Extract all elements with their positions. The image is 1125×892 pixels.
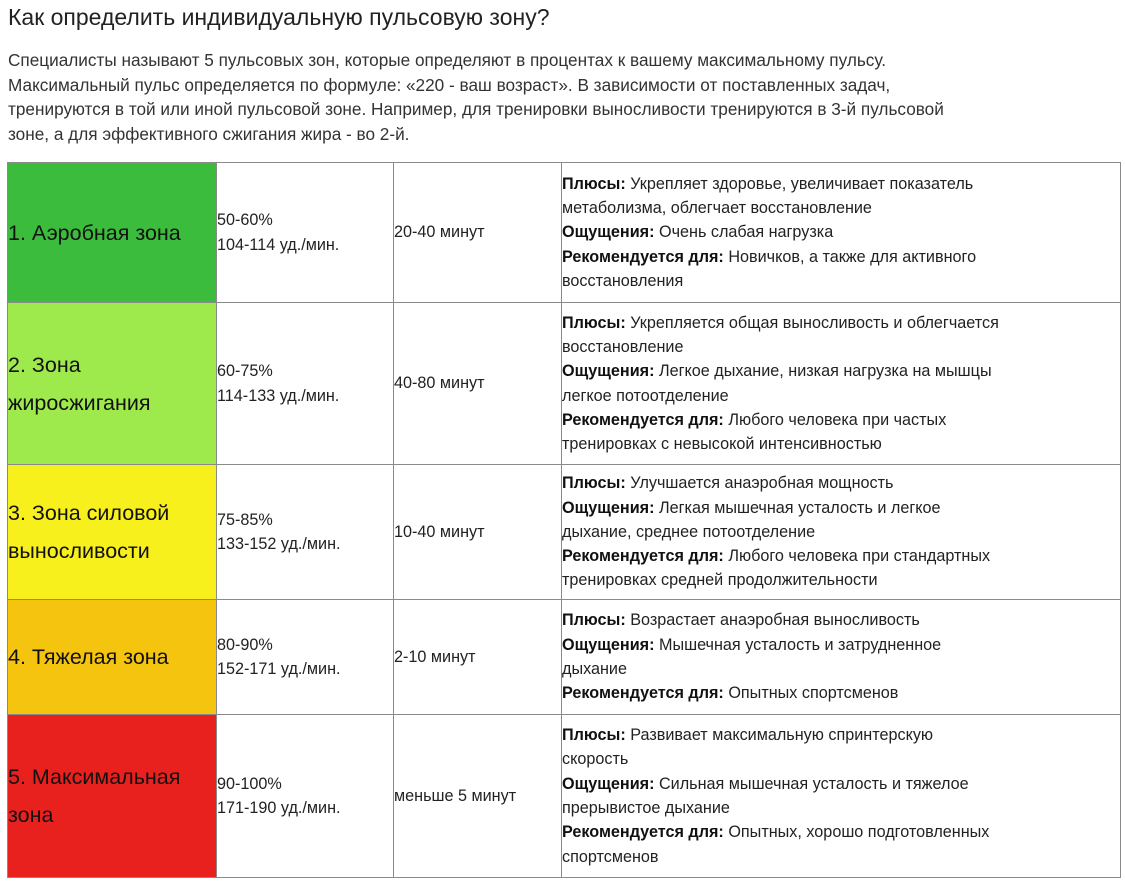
zone-pulse	[217, 163, 394, 303]
description-line	[562, 633, 1120, 657]
feel-label: Ощущения:	[562, 498, 655, 517]
description-text: Опытных, хорошо подготовленных	[728, 823, 990, 842]
zone-duration: 10-40 минут	[394, 465, 562, 600]
rec-label: Рекомендуется для:	[562, 247, 724, 266]
description-line	[562, 172, 1120, 196]
zone-name: 5. Максимальная зона	[8, 715, 217, 878]
description-line	[562, 471, 1120, 495]
description-line	[562, 820, 1120, 844]
description-line	[562, 520, 1120, 544]
description-text: Сильная мышечная усталость и тяжелое	[658, 774, 969, 793]
zone-row	[8, 465, 1121, 600]
intro-line: зоне, а для эффективного сжигания жира - во 2-й.	[8, 123, 410, 144]
intro-line: Специалисты называют 5 пульсовых зон, которые определяют в процентах к вашему максимальному пульсу.	[8, 50, 887, 70]
description-line	[562, 608, 1120, 632]
pulse-zones-table	[7, 162, 1121, 878]
description-line	[562, 796, 1120, 820]
zone-duration: 20-40 минут	[394, 163, 562, 303]
rec-label: Рекомендуется для:	[562, 823, 724, 842]
plus-label: Плюсы:	[562, 313, 626, 332]
zone-description	[562, 163, 1121, 303]
zone-duration: 2-10 минут	[394, 600, 562, 715]
description-text: восстановление	[562, 337, 684, 356]
zone-bpm: 133-152 уд./мин.	[217, 535, 341, 553]
feel-label: Ощущения:	[562, 223, 655, 242]
zone-row	[8, 303, 1121, 465]
zone-percent: 50-60%	[217, 211, 273, 229]
zone-pulse	[217, 715, 394, 878]
description-text: Возрастает анаэробная выносливость	[630, 611, 920, 630]
zone-percent: 75-85%	[217, 510, 273, 529]
zone-percent: 90-100%	[217, 774, 282, 793]
description-line	[562, 359, 1120, 383]
description-line	[562, 772, 1120, 796]
plus-label: Плюсы:	[562, 474, 626, 493]
description-line	[562, 269, 1120, 293]
zone-duration: меньше 5 минут	[394, 715, 562, 878]
zone-description	[562, 600, 1121, 715]
zone-duration: 40-80 минут	[394, 303, 562, 465]
description-text: Легкая мышечная усталость и легкое	[658, 498, 941, 517]
zone-pulse	[217, 303, 394, 465]
description-text: дыхание, среднее потоотделение	[562, 522, 816, 541]
zone-row	[8, 163, 1121, 303]
description-line	[562, 845, 1120, 869]
description-line	[562, 681, 1120, 705]
zone-percent: 80-90%	[217, 635, 273, 654]
description-line	[562, 496, 1120, 520]
zone-description	[562, 303, 1121, 465]
description-text: спортсменов	[562, 847, 659, 866]
description-line	[562, 311, 1120, 335]
rec-label: Рекомендуется для:	[562, 547, 724, 566]
plus-label: Плюсы:	[562, 611, 626, 630]
description-line	[562, 723, 1120, 747]
description-text: восстановления	[562, 271, 684, 290]
description-text: дыхание	[562, 660, 627, 678]
description-line	[562, 245, 1120, 269]
zone-description	[562, 715, 1121, 878]
plus-label: Плюсы:	[562, 174, 626, 193]
zone-percent: 60-75%	[217, 362, 273, 380]
description-text: метаболизма, облегчает восстановление	[562, 199, 872, 218]
description-text: Мышечная усталость и затрудненное	[658, 635, 942, 654]
description-line	[562, 408, 1120, 432]
zone-name: 3. Зона силовой выносливости	[8, 465, 217, 600]
page-title: Как определить индивидуальную пульсовую зону?	[8, 4, 550, 30]
description-text: тренировках с невысокой интенсивностью	[562, 435, 882, 454]
description-text: Улучшается анаэробная мощность	[630, 474, 894, 493]
description-text: Новичков, а также для активного	[728, 247, 977, 266]
plus-label: Плюсы:	[562, 726, 626, 745]
zone-row	[8, 715, 1121, 878]
zone-bpm: 152-171 уд./мин.	[217, 660, 341, 678]
description-text: тренировках средней продолжительности	[562, 571, 878, 590]
description-text: легкое потоотделение	[562, 386, 729, 405]
description-text: Развивает максимальную спринтерскую	[630, 726, 934, 745]
description-line	[562, 432, 1120, 456]
zone-name: 1. Аэробная зона	[8, 163, 217, 303]
zone-pulse	[217, 600, 394, 715]
description-text: Укрепляется общая выносливость и облегчается	[630, 313, 999, 332]
description-text: Легкое дыхание, низкая нагрузка на мышцы	[658, 362, 992, 381]
description-text: Любого человека при стандартных	[728, 547, 991, 566]
feel-label: Ощущения:	[562, 362, 655, 381]
zone-bpm: 104-114 уд./мин.	[217, 235, 340, 254]
description-line	[562, 544, 1120, 568]
feel-label: Ощущения:	[562, 635, 655, 654]
zone-name: 2. Зона жиросжигания	[8, 303, 217, 465]
rec-label: Рекомендуется для:	[562, 410, 724, 429]
description-line	[562, 335, 1120, 359]
description-line	[562, 568, 1120, 592]
description-text: Опытных спортсменов	[728, 684, 899, 703]
zone-description	[562, 465, 1121, 600]
description-line	[562, 384, 1120, 408]
description-text: Любого человека при частых	[728, 410, 947, 429]
description-text: Укрепляет здоровье, увеличивает показатель	[630, 174, 974, 193]
description-text: Очень слабая нагрузка	[658, 223, 834, 242]
zone-pulse	[217, 465, 394, 600]
description-line	[562, 196, 1120, 220]
feel-label: Ощущения:	[562, 774, 655, 793]
description-line	[562, 220, 1120, 244]
description-line	[562, 657, 1120, 681]
zone-bpm: 171-190 уд./мин.	[217, 799, 341, 817]
description-text: скорость	[562, 750, 629, 769]
zone-name: 4. Тяжелая зона	[8, 600, 217, 715]
intro-line: Максимальный пульс определяется по формуле: «220 - ваш возраст». В зависимости от поставленных задач,	[8, 74, 891, 95]
intro-text	[8, 48, 1113, 146]
description-line	[562, 747, 1120, 771]
intro-line: тренируются в той или иной пульсовой зоне. Например, для тренировки выносливости тренируются в 3-й пульсовой	[8, 99, 944, 119]
zone-row	[8, 600, 1121, 715]
rec-label: Рекомендуется для:	[562, 684, 724, 703]
description-text: прерывистое дыхание	[562, 799, 730, 817]
zone-bpm: 114-133 уд./мин.	[217, 386, 340, 405]
